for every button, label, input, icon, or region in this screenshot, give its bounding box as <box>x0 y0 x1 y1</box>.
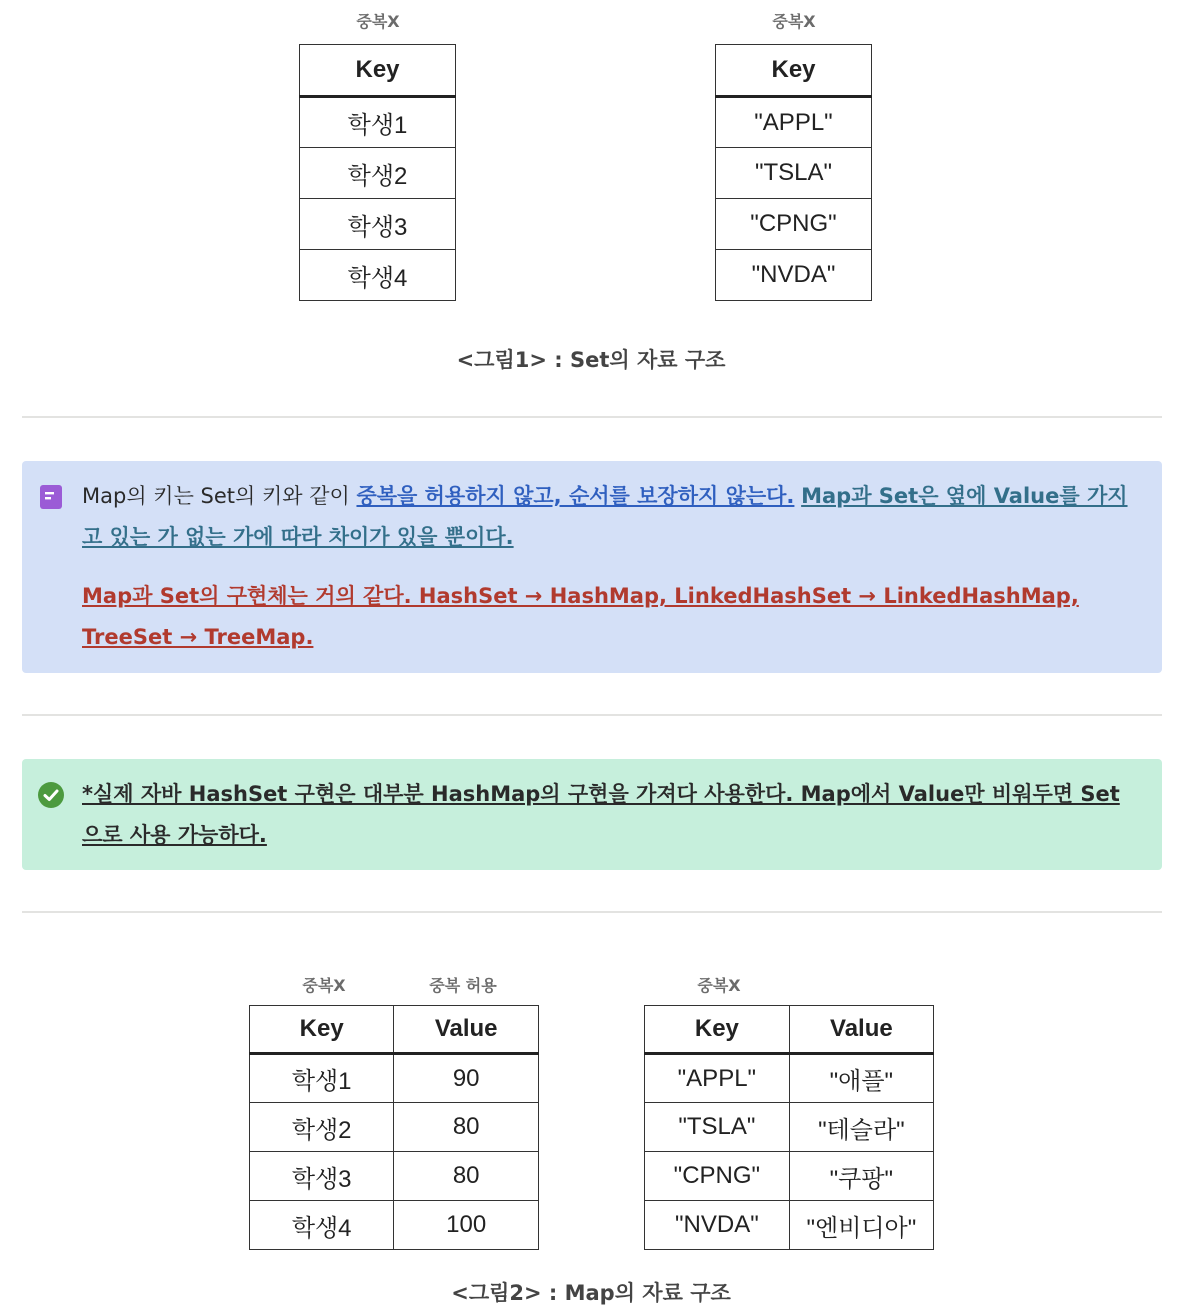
table-cell: 학생3 <box>300 199 456 250</box>
map-table-tickers <box>644 1005 934 1250</box>
table-header-value: Value <box>789 1006 933 1054</box>
table-cell: 학생1 <box>300 97 456 148</box>
map-table-students <box>249 1005 539 1250</box>
table-cell: "쿠팡" <box>789 1152 933 1201</box>
divider <box>22 714 1162 716</box>
table-cell: 100 <box>394 1201 539 1250</box>
table-cell: "TSLA" <box>645 1103 790 1152</box>
table-header-key: Key <box>716 45 872 97</box>
table-cell: 90 <box>394 1054 539 1103</box>
duplicate-note: 중복X <box>356 12 400 31</box>
table-cell: "NVDA" <box>645 1201 790 1250</box>
table-cell: "CPNG" <box>645 1152 790 1201</box>
note-icon <box>40 485 62 509</box>
table-cell: "애플" <box>789 1054 933 1103</box>
callout-success <box>22 759 1162 870</box>
callout-intro-text: Map의 키는 Set의 키와 같이 <box>82 484 357 508</box>
table-cell: 학생3 <box>250 1152 394 1201</box>
table-cell: 학생4 <box>250 1201 394 1250</box>
duplicate-note: 중복X <box>697 976 741 995</box>
set-table-tickers <box>715 44 872 301</box>
check-circle-icon <box>37 781 65 809</box>
table-cell: 학생2 <box>250 1103 394 1152</box>
divider <box>22 911 1162 913</box>
duplicate-note: 중복X <box>302 976 346 995</box>
table-header-value: Value <box>394 1006 539 1054</box>
table-cell: 80 <box>394 1152 539 1201</box>
callout-paragraph-1 <box>82 476 1136 558</box>
divider <box>22 416 1162 418</box>
table-cell: "APPL" <box>716 97 872 148</box>
figure1-caption: <그림1> : Set의 자료 구조 <box>456 348 726 372</box>
table-cell: "테슬라" <box>789 1103 933 1152</box>
table-cell: 80 <box>394 1103 539 1152</box>
callout-link-no-duplicates[interactable]: 중복을 허용하지 않고, 순서를 보장하지 않는다. <box>356 484 795 508</box>
table-header-key: Key <box>300 45 456 97</box>
table-cell: "NVDA" <box>716 250 872 301</box>
set-table-students <box>299 44 456 301</box>
table-cell: 학생4 <box>300 250 456 301</box>
table-cell: "엔비디아" <box>789 1201 933 1250</box>
duplicate-allowed-note: 중복 허용 <box>429 976 497 995</box>
table-cell: 학생2 <box>300 148 456 199</box>
callout-info <box>22 461 1162 673</box>
table-cell: 학생1 <box>250 1054 394 1103</box>
table-cell: "APPL" <box>645 1054 790 1103</box>
callout-paragraph <box>82 774 1136 856</box>
figure2-caption: <그림2> : Map의 자료 구조 <box>451 1281 731 1305</box>
callout-paragraph-2 <box>82 576 1136 658</box>
callout-link-value-difference[interactable]: Map과 Set은 옆에 Value를 가지고 있는 가 없는 가에 따라 차이가 있을 뿐이다. <box>82 484 1128 549</box>
callout-hashset-note[interactable]: *실제 자바 HashSet 구현은 대부분 HashMap의 구현을 가져다 사용한다. Map에서 Value만 비워두면 Set으로 사용 가능하다. <box>82 782 1120 847</box>
table-cell: "TSLA" <box>716 148 872 199</box>
table-header-key: Key <box>645 1006 790 1054</box>
table-cell: "CPNG" <box>716 199 872 250</box>
callout-link-implementations[interactable]: Map과 Set의 구현체는 거의 같다. HashSet → HashMap, LinkedHashSet → LinkedHashMap, TreeSet → TreeMap. <box>82 584 1079 649</box>
duplicate-note: 중복X <box>772 12 816 31</box>
table-header-key: Key <box>250 1006 394 1054</box>
